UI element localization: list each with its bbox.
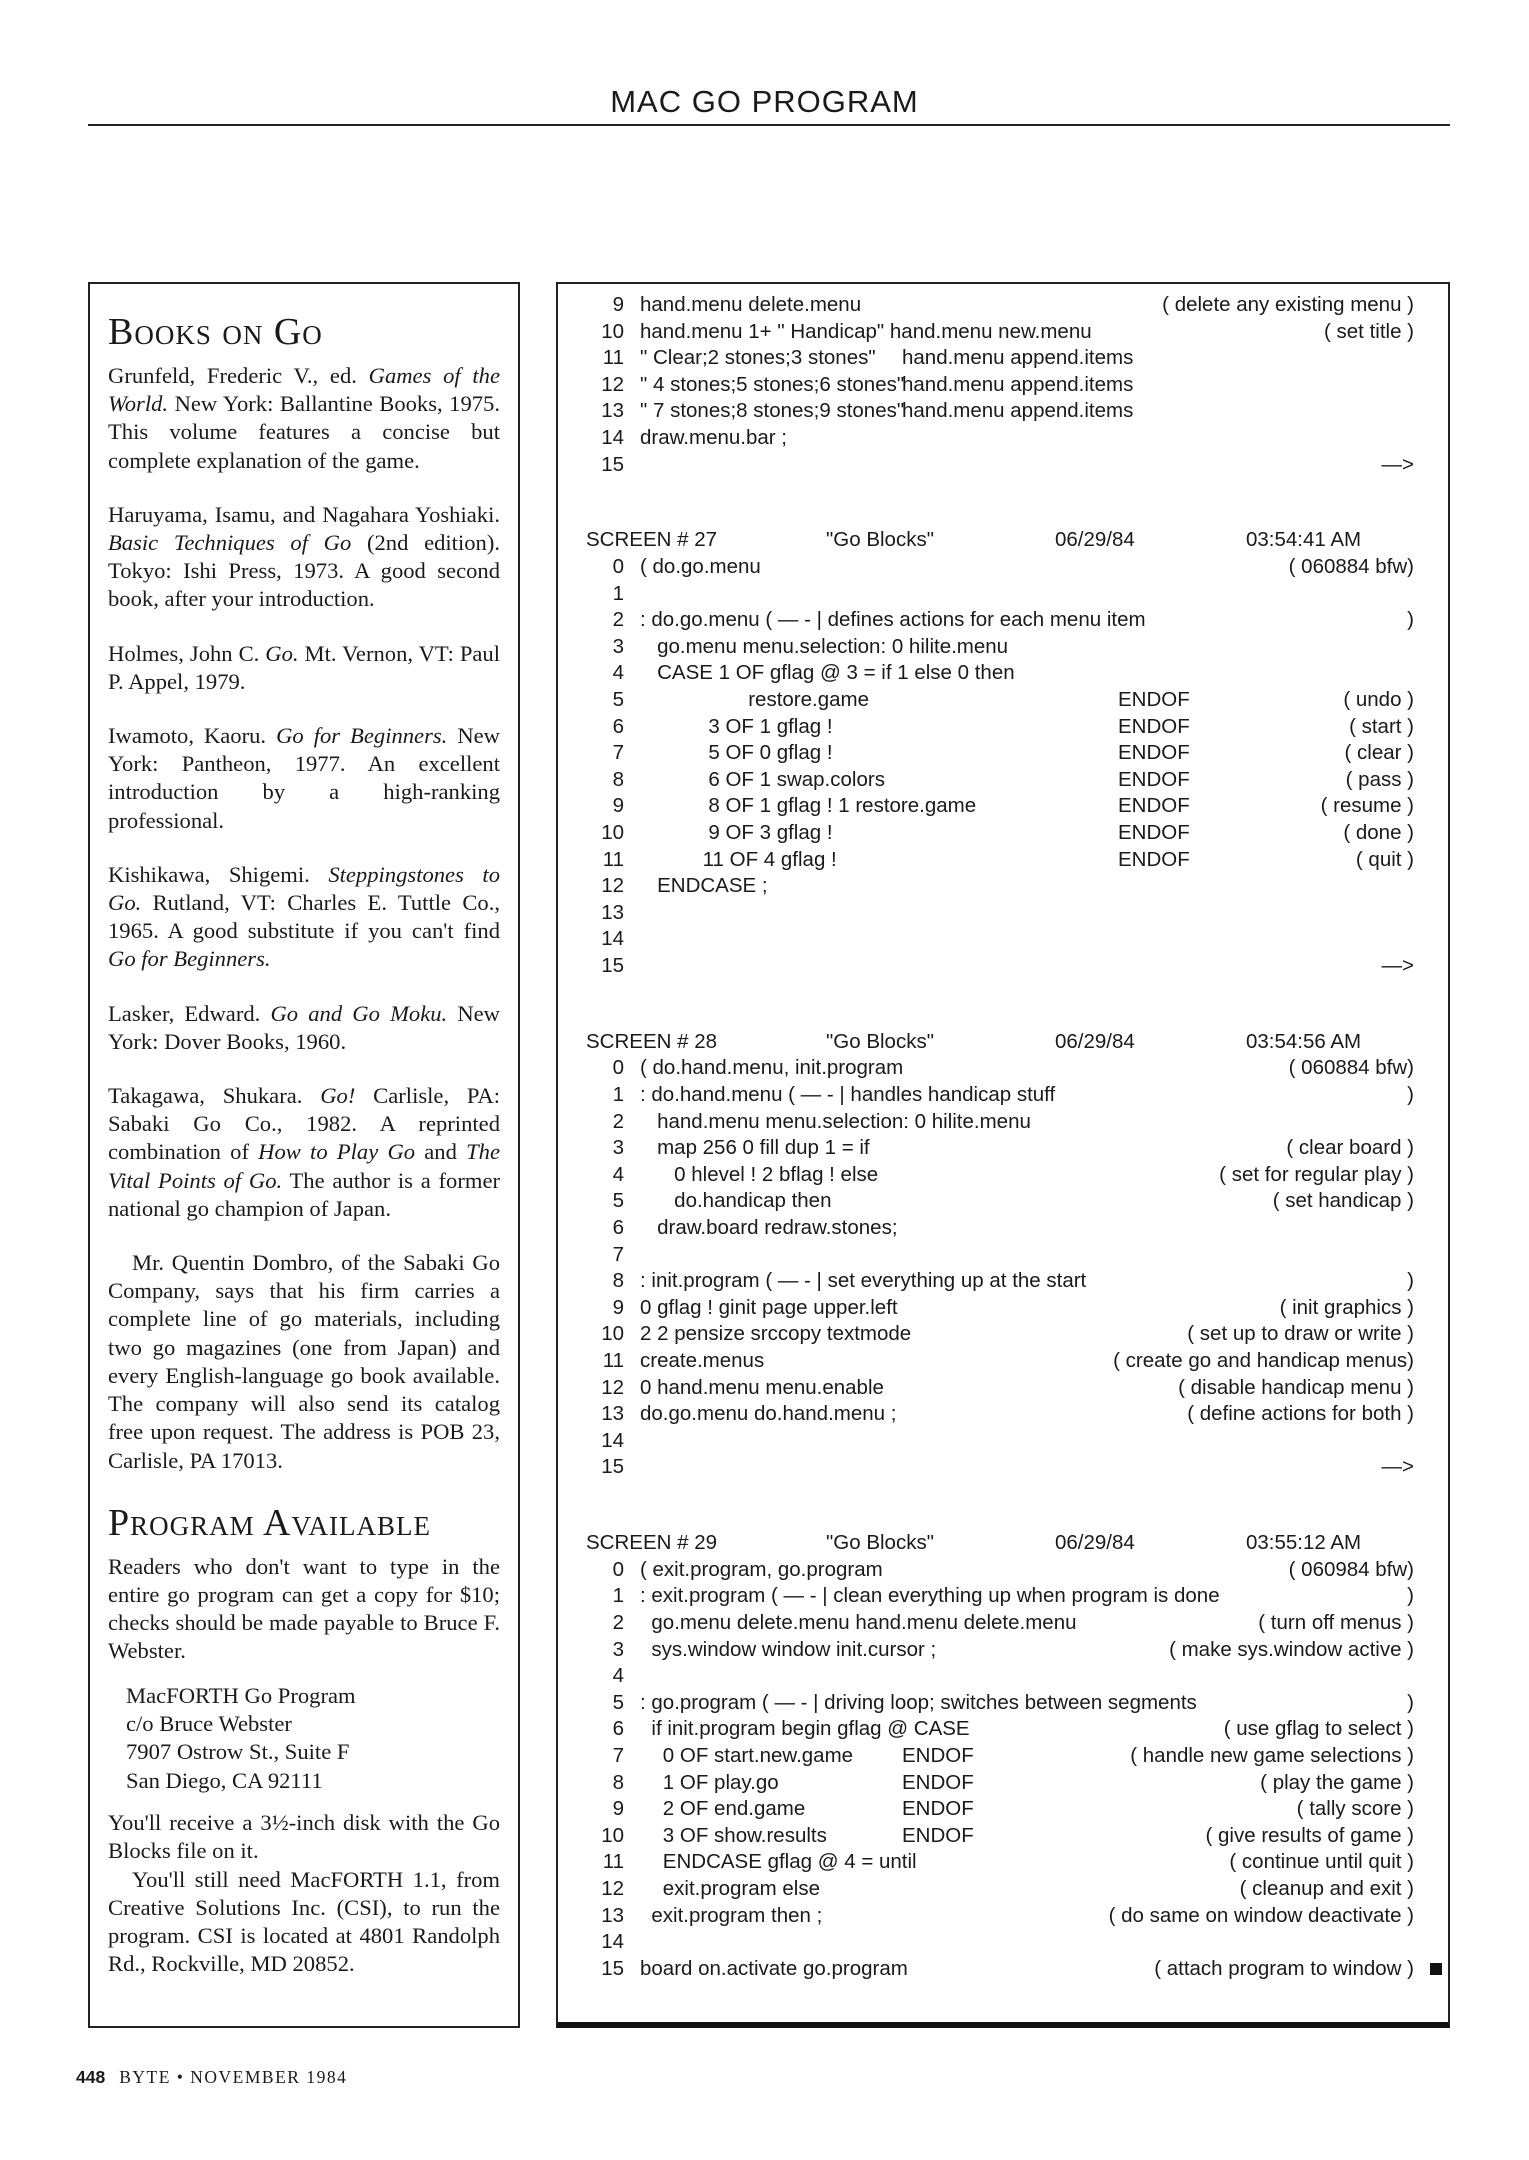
code-text: hand.menu delete.menu bbox=[640, 293, 862, 316]
code-line bbox=[558, 1557, 1448, 1584]
code-line bbox=[558, 1188, 1448, 1215]
code-line bbox=[558, 1663, 1448, 1690]
book-text: Takagawa, Shukara. bbox=[108, 1083, 321, 1109]
line-number: 3 bbox=[612, 634, 624, 658]
code-line bbox=[558, 873, 1448, 900]
line-number: 12 bbox=[601, 372, 624, 396]
books-list bbox=[108, 362, 500, 1223]
code-line bbox=[558, 1321, 1448, 1348]
code-line bbox=[558, 372, 1448, 399]
code-text: draw.menu.bar ; bbox=[640, 426, 787, 449]
line-number: 12 bbox=[601, 1877, 624, 1901]
code-comment: ) bbox=[1407, 608, 1414, 632]
code-line bbox=[558, 1743, 1448, 1770]
code-text: " 4 stones;5 stones;6 stones" bbox=[640, 372, 905, 396]
header-rule bbox=[88, 124, 1450, 126]
line-number: 0 bbox=[612, 1557, 624, 1581]
line-number: 2 bbox=[612, 1611, 624, 1635]
code-text: do.go.menu do.hand.menu ; bbox=[640, 1402, 897, 1426]
code-line bbox=[558, 1348, 1448, 1375]
code-line bbox=[558, 292, 1448, 319]
book-entry bbox=[108, 501, 500, 614]
line-number: 14 bbox=[601, 927, 624, 951]
forth-text: You'll still need MacFORTH 1.1, from Creative Solutions Inc. (CSI), to run the program. CSI is located at 4801 Randolph Rd., Rockville, MD 20852. bbox=[108, 1866, 500, 1977]
code-text: 3 OF show.results bbox=[640, 1823, 827, 1847]
code-text: : init.program ( — - | set everything up at the start bbox=[640, 1269, 1087, 1293]
code-line bbox=[558, 452, 1448, 479]
book-text: Haruyama, Isamu, and Nagahara Yoshiaki. bbox=[108, 501, 500, 527]
code-line bbox=[558, 1082, 1448, 1109]
screen-number: SCREEN # 28 bbox=[586, 1029, 718, 1053]
address-line: 7907 Ostrow St., Suite F bbox=[126, 1739, 350, 1765]
book-entry bbox=[108, 1000, 500, 1056]
code-comment: ) bbox=[1407, 1269, 1414, 1293]
code-line bbox=[558, 714, 1448, 741]
endof-keyword: ENDOF bbox=[1118, 688, 1190, 711]
books-sidebar bbox=[88, 282, 520, 2028]
code-comment: ( handle new game selections ) bbox=[1130, 1744, 1414, 1768]
code-line bbox=[558, 1268, 1448, 1295]
line-number: 5 bbox=[612, 688, 624, 711]
code-text: do.handicap then bbox=[640, 1189, 832, 1213]
book-title: Games of the World. bbox=[108, 363, 500, 417]
code-text: : go.program ( — - | driving loop; switches between segments bbox=[640, 1690, 1197, 1714]
code-line bbox=[558, 1401, 1448, 1428]
code-line bbox=[558, 1295, 1448, 1322]
screen-header bbox=[558, 1530, 1448, 1557]
line-number: 0 bbox=[612, 1056, 624, 1080]
book-title: Basic Techniques of Go bbox=[108, 530, 352, 556]
code-line bbox=[558, 1796, 1448, 1823]
code-comment: ( do same on window deactivate ) bbox=[1108, 1903, 1414, 1927]
book-title: Go for Beginners. bbox=[108, 946, 271, 972]
code-line bbox=[558, 820, 1448, 847]
code-comment: ( make sys.window active ) bbox=[1169, 1637, 1414, 1661]
book-text: Iwamoto, Kaoru. bbox=[108, 723, 277, 749]
code-line bbox=[558, 767, 1448, 794]
endof-keyword: ENDOF bbox=[1118, 847, 1190, 871]
code-line bbox=[558, 1242, 1448, 1269]
magazine-issue: BYTE • NOVEMBER 1984 bbox=[119, 2067, 348, 2087]
code-line bbox=[558, 1637, 1448, 1664]
books-heading: Books on Go bbox=[108, 311, 323, 353]
code-line bbox=[558, 1770, 1448, 1797]
code-comment: ) bbox=[1407, 1690, 1414, 1714]
code-comment: —> bbox=[1381, 452, 1414, 476]
code-comment: ( set for regular play ) bbox=[1219, 1162, 1414, 1186]
code-line bbox=[558, 793, 1448, 820]
code-line bbox=[558, 1690, 1448, 1717]
block-file-name: "Go Blocks" bbox=[826, 1029, 934, 1053]
endof-keyword: ENDOF bbox=[902, 1823, 974, 1847]
code-comment: ( 060884 bfw) bbox=[1288, 1056, 1414, 1080]
book-title: Go. bbox=[265, 640, 299, 666]
book-text: Kishikawa, Shigemi. bbox=[108, 861, 329, 887]
book-text: Mt. Vernon, VT: Paul P. Appel, 1979. bbox=[108, 640, 501, 694]
line-number: 15 bbox=[601, 1956, 624, 1980]
book-title: How to Play Go bbox=[258, 1139, 416, 1165]
line-number: 8 bbox=[612, 1770, 624, 1794]
line-number: 15 bbox=[601, 954, 624, 977]
code-text: exit.program else bbox=[640, 1877, 821, 1901]
block-file-name: "Go Blocks" bbox=[826, 528, 934, 552]
code-line bbox=[558, 1109, 1448, 1136]
code-comment: ( clear ) bbox=[1344, 741, 1414, 765]
code-line bbox=[558, 1823, 1448, 1850]
code-comment: ( give results of game ) bbox=[1205, 1823, 1414, 1847]
line-number: 4 bbox=[612, 1664, 624, 1688]
line-number: 1 bbox=[612, 1083, 624, 1107]
code-text: 0 gflag ! ginit page upper.left bbox=[640, 1295, 898, 1319]
code-comment: ( tally score ) bbox=[1296, 1797, 1414, 1821]
line-number: 2 bbox=[612, 1109, 624, 1133]
code-line bbox=[558, 319, 1448, 346]
code-text: create.menus bbox=[640, 1349, 765, 1373]
block-file-name: "Go Blocks" bbox=[826, 1531, 934, 1555]
line-number: 2 bbox=[612, 608, 624, 632]
line-number: 1 bbox=[612, 581, 624, 605]
line-number: 5 bbox=[612, 1690, 624, 1714]
code-text: go.menu delete.menu hand.menu delete.menu bbox=[640, 1611, 1077, 1635]
line-number: 10 bbox=[601, 319, 624, 343]
code-comment: ( start ) bbox=[1349, 714, 1414, 738]
code-text: 0 hand.menu menu.enable bbox=[640, 1375, 884, 1399]
code-text: 8 OF 1 gflag ! 1 restore.game bbox=[640, 794, 977, 818]
code-line bbox=[558, 1135, 1448, 1162]
code-line bbox=[558, 1716, 1448, 1743]
line-number: 7 bbox=[612, 1242, 624, 1266]
line-number: 10 bbox=[601, 821, 624, 844]
code-comment: ( set up to draw or write ) bbox=[1187, 1322, 1414, 1346]
endof-keyword: ENDOF bbox=[1118, 714, 1190, 738]
code-line bbox=[558, 953, 1448, 980]
line-number: 9 bbox=[612, 1295, 624, 1319]
book-text: Carlisle, PA: Sabaki Go Co., 1982. A reprinted combination of bbox=[108, 1083, 500, 1165]
code-text: : do.hand.menu ( — - | handles handicap stuff bbox=[640, 1083, 1056, 1107]
code-comment: ) bbox=[1407, 1584, 1414, 1608]
code-line bbox=[558, 1956, 1448, 1983]
code-comment: ( resume ) bbox=[1320, 794, 1414, 818]
code-text: hand.menu append.items bbox=[902, 399, 1134, 423]
line-number: 8 bbox=[612, 767, 624, 791]
code-line bbox=[558, 1375, 1448, 1402]
code-line bbox=[558, 687, 1448, 714]
code-text: ( do.go.menu bbox=[640, 555, 761, 578]
code-line bbox=[558, 740, 1448, 767]
screen-header bbox=[558, 1029, 1448, 1056]
page-number: 448 bbox=[76, 2067, 106, 2087]
code-line bbox=[558, 1162, 1448, 1189]
line-number: 6 bbox=[612, 1216, 624, 1240]
line-number: 11 bbox=[602, 847, 624, 871]
endof-keyword: ENDOF bbox=[902, 1770, 974, 1794]
code-comment: ( delete any existing menu ) bbox=[1162, 293, 1414, 316]
code-comment: ( 060984 bfw) bbox=[1288, 1557, 1414, 1581]
code-comment: ( pass ) bbox=[1345, 767, 1414, 791]
code-comment: ( use gflag to select ) bbox=[1223, 1717, 1414, 1741]
code-comment: ( turn off menus ) bbox=[1258, 1611, 1414, 1635]
code-comment: ( create go and handicap menus) bbox=[1113, 1349, 1414, 1373]
code-text: hand.menu menu.selection: 0 hilite.menu bbox=[640, 1109, 1031, 1133]
line-number: 14 bbox=[601, 426, 624, 449]
line-number: 6 bbox=[612, 714, 624, 738]
code-line bbox=[558, 1876, 1448, 1903]
mailing-address bbox=[126, 1682, 500, 1796]
code-text: : do.go.menu ( — - | defines actions for each menu item bbox=[640, 608, 1146, 632]
code-line bbox=[558, 607, 1448, 634]
code-text: go.menu menu.selection: 0 hilite.menu bbox=[640, 634, 1009, 658]
screen-header bbox=[558, 527, 1448, 554]
book-text: Holmes, John C. bbox=[108, 640, 266, 666]
code-comment: ( clear board ) bbox=[1286, 1136, 1414, 1160]
code-line bbox=[558, 425, 1448, 452]
line-number: 3 bbox=[612, 1136, 624, 1160]
line-number: 10 bbox=[601, 1322, 624, 1346]
disk-text: You'll receive a 3½-inch disk with the Go Blocks file on it. bbox=[108, 1810, 500, 1864]
code-line bbox=[558, 345, 1448, 372]
code-text: if init.program begin gflag @ CASE bbox=[640, 1717, 970, 1741]
code-line bbox=[558, 634, 1448, 661]
code-comment: ( set title ) bbox=[1324, 319, 1414, 343]
code-line bbox=[558, 660, 1448, 687]
line-number: 6 bbox=[612, 1717, 624, 1741]
book-title: Go for Beginners. bbox=[276, 723, 448, 749]
code-text: 3 OF 1 gflag ! bbox=[640, 714, 833, 738]
code-text: restore.game bbox=[640, 688, 869, 711]
code-comment: ( disable handicap menu ) bbox=[1178, 1375, 1414, 1399]
code-text: board on.activate go.program bbox=[640, 1956, 908, 1980]
line-number: 11 bbox=[602, 1349, 624, 1373]
code-text: 2 2 pensize srccopy textmode bbox=[640, 1322, 912, 1346]
screen-date: 06/29/84 bbox=[1055, 1029, 1135, 1053]
code-line bbox=[558, 926, 1448, 953]
code-comment: ( quit ) bbox=[1355, 847, 1414, 871]
code-text: ( do.hand.menu, init.program bbox=[640, 1056, 904, 1080]
code-comment: ( define actions for both ) bbox=[1187, 1402, 1414, 1426]
code-text: " Clear;2 stones;3 stones" bbox=[640, 346, 876, 370]
code-line bbox=[558, 581, 1448, 608]
code-text: 2 OF end.game bbox=[640, 1797, 806, 1821]
book-title: Steppingstones to Go. bbox=[108, 861, 500, 916]
book-text: and bbox=[415, 1139, 467, 1165]
line-number: 9 bbox=[612, 1797, 624, 1821]
code-text: exit.program then ; bbox=[640, 1903, 823, 1927]
code-line bbox=[558, 1215, 1448, 1242]
line-number: 9 bbox=[612, 293, 624, 316]
page-title: MAC GO PROGRAM bbox=[610, 84, 919, 119]
forth-listing bbox=[556, 282, 1450, 2028]
code-line bbox=[558, 554, 1448, 581]
book-title: The Vital Points of Go. bbox=[108, 1139, 500, 1193]
line-number: 13 bbox=[601, 399, 624, 423]
line-number: 9 bbox=[612, 794, 624, 818]
line-number: 13 bbox=[601, 1402, 624, 1426]
code-comment: ( undo ) bbox=[1343, 688, 1414, 711]
code-comment: ( done ) bbox=[1343, 821, 1414, 844]
line-number: 14 bbox=[601, 1428, 624, 1452]
line-number: 1 bbox=[612, 1584, 624, 1608]
code-text: 6 OF 1 swap.colors bbox=[640, 767, 885, 791]
line-number: 15 bbox=[601, 1455, 624, 1479]
endof-keyword: ENDOF bbox=[902, 1797, 974, 1821]
screen-time: 03:54:56 AM bbox=[1246, 1029, 1362, 1053]
code-text: 1 OF play.go bbox=[640, 1770, 779, 1794]
line-number: 13 bbox=[601, 900, 624, 924]
code-text: CASE 1 OF gflag @ 3 = if 1 else 0 then bbox=[640, 661, 1015, 685]
book-text: New York: Ballantine Books, 1975. This volume features a concise but complete explanation of the game. bbox=[108, 391, 500, 473]
program-heading: Program Available bbox=[108, 1501, 431, 1544]
page-footer bbox=[76, 2067, 347, 2088]
line-number: 7 bbox=[612, 1744, 624, 1768]
code-text: hand.menu 1+ " Handicap" hand.menu new.menu bbox=[640, 319, 1092, 343]
code-text: ( exit.program, go.program bbox=[640, 1557, 883, 1581]
endof-keyword: ENDOF bbox=[1118, 821, 1190, 844]
code-line bbox=[558, 1903, 1448, 1930]
code-line bbox=[558, 1454, 1448, 1481]
end-of-article-icon bbox=[1430, 1963, 1442, 1975]
code-line bbox=[558, 847, 1448, 874]
book-entry bbox=[108, 362, 500, 475]
code-comment: ( init graphics ) bbox=[1279, 1295, 1414, 1319]
code-text: 5 OF 0 gflag ! bbox=[640, 741, 833, 765]
book-text: Lasker, Edward. bbox=[108, 1000, 271, 1026]
line-number: 11 bbox=[602, 346, 624, 370]
book-text: (2nd edition). Tokyo: Ishi Press, 1973. A good second book, after your introduction. bbox=[108, 530, 500, 612]
code-text: draw.board redraw.stones; bbox=[640, 1216, 898, 1240]
address-line: c/o Bruce Webster bbox=[126, 1710, 292, 1736]
line-number: 4 bbox=[612, 661, 624, 685]
code-comment: ( play the game ) bbox=[1260, 1770, 1414, 1794]
screen-number: SCREEN # 27 bbox=[586, 528, 718, 552]
code-text: ENDCASE ; bbox=[640, 874, 768, 898]
line-number: 3 bbox=[612, 1637, 624, 1661]
book-entry bbox=[108, 640, 500, 696]
code-comment: ( cleanup and exit ) bbox=[1239, 1877, 1414, 1901]
book-text: The author is a former national go champion of Japan. bbox=[108, 1167, 500, 1221]
code-comment: ( 060884 bfw) bbox=[1288, 555, 1414, 578]
screen-number: SCREEN # 29 bbox=[586, 1531, 718, 1555]
code-text: hand.menu append.items bbox=[902, 372, 1134, 396]
code-comment: ( attach program to window ) bbox=[1154, 1956, 1414, 1980]
line-number: 7 bbox=[612, 741, 624, 765]
line-number: 15 bbox=[601, 452, 624, 476]
sabaki-note: Mr. Quentin Dombro, of the Sabaki Go Company, says that his firm carries a complete line of go materials, including two go magazines (one from Japan) and every English-language go book available. The company will also send its catalog free upon request. The address is POB 23, Carlisle, PA 17013. bbox=[108, 1250, 500, 1473]
code-line bbox=[558, 1929, 1448, 1956]
code-line bbox=[558, 1610, 1448, 1637]
code-text: : exit.program ( — - | clean everything up when program is done bbox=[640, 1584, 1220, 1608]
book-title: Go and Go Moku. bbox=[270, 1000, 448, 1026]
book-title: Go! bbox=[320, 1083, 356, 1109]
book-entry bbox=[108, 722, 500, 835]
code-text: " 7 stones;8 stones;9 stones" bbox=[640, 399, 905, 423]
screen-time: 03:55:12 AM bbox=[1246, 1531, 1362, 1555]
book-entry bbox=[108, 1082, 500, 1223]
code-text: map 256 0 fill dup 1 = if bbox=[640, 1136, 870, 1160]
book-text: New York: Pantheon, 1977. An excellent introduction by a high-ranking professional. bbox=[108, 723, 500, 833]
code-text: 9 OF 3 gflag ! bbox=[640, 821, 833, 844]
book-text: Grunfeld, Frederic V., ed. bbox=[108, 363, 369, 388]
book-entry bbox=[108, 861, 500, 974]
book-text: Rutland, VT: Charles E. Tuttle Co., 1965. A good substitute if you can't find bbox=[108, 890, 500, 944]
endof-keyword: ENDOF bbox=[902, 1744, 974, 1768]
code-line bbox=[558, 1428, 1448, 1455]
screen-time: 03:54:41 AM bbox=[1246, 528, 1362, 552]
code-line bbox=[558, 1849, 1448, 1876]
code-line bbox=[558, 398, 1448, 425]
address-line: MacFORTH Go Program bbox=[126, 1682, 356, 1708]
code-line bbox=[558, 1583, 1448, 1610]
screen-date: 06/29/84 bbox=[1055, 528, 1135, 552]
endof-keyword: ENDOF bbox=[1118, 741, 1190, 765]
program-text: Readers who don't want to type in the entire go program can get a copy for $10; checks should be made payable to Bruce F. Webster. bbox=[108, 1553, 500, 1664]
endof-keyword: ENDOF bbox=[1118, 794, 1190, 818]
line-number: 12 bbox=[601, 1375, 624, 1399]
code-comment: —> bbox=[1381, 954, 1414, 977]
code-text: 0 OF start.new.game bbox=[640, 1744, 854, 1768]
code-comment: ) bbox=[1407, 1083, 1414, 1107]
line-number: 14 bbox=[601, 1930, 624, 1954]
code-comment: —> bbox=[1381, 1455, 1414, 1479]
line-number: 11 bbox=[602, 1850, 624, 1874]
code-comment: ( set handicap ) bbox=[1272, 1189, 1414, 1213]
code-text: ENDCASE gflag @ 4 = until bbox=[640, 1850, 917, 1874]
line-number: 4 bbox=[612, 1162, 624, 1186]
endof-keyword: ENDOF bbox=[1118, 767, 1190, 791]
line-number: 12 bbox=[601, 874, 624, 898]
line-number: 8 bbox=[612, 1269, 624, 1293]
code-line bbox=[558, 900, 1448, 927]
screen-date: 06/29/84 bbox=[1055, 1531, 1135, 1555]
address-line: San Diego, CA 92111 bbox=[126, 1767, 323, 1793]
code-comment: ( continue until quit ) bbox=[1229, 1850, 1414, 1874]
line-number: 13 bbox=[601, 1903, 624, 1927]
line-number: 5 bbox=[612, 1189, 624, 1213]
line-number: 0 bbox=[612, 555, 624, 578]
code-text: hand.menu append.items bbox=[902, 346, 1134, 370]
code-text: 0 hlevel ! 2 bflag ! else bbox=[640, 1162, 879, 1186]
code-text: sys.window window init.cursor ; bbox=[640, 1637, 937, 1661]
line-number: 10 bbox=[601, 1823, 624, 1847]
code-line bbox=[558, 1055, 1448, 1082]
code-text: 11 OF 4 gflag ! bbox=[640, 847, 837, 871]
book-text: New York: Dover Books, 1960. bbox=[108, 1000, 500, 1054]
